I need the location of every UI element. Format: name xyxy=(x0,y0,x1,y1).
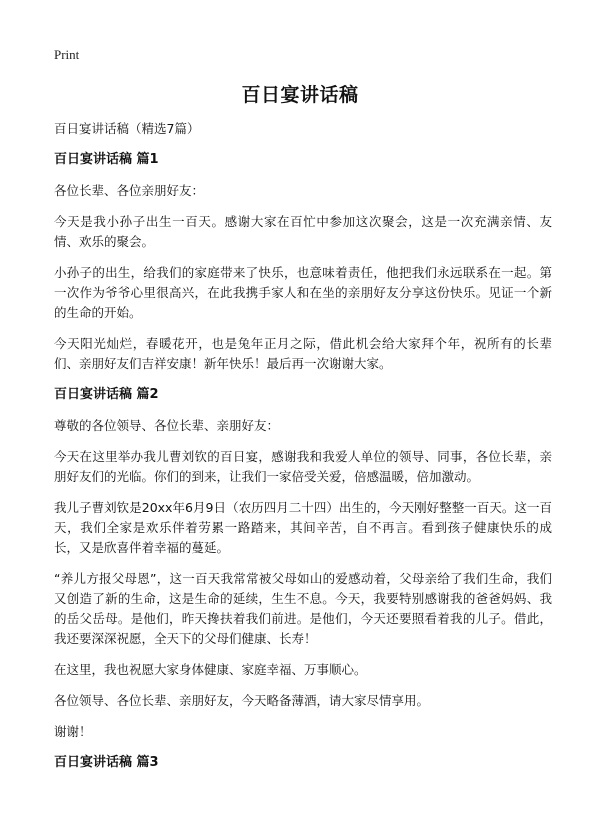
paragraph: 尊敬的各位领导、各位长辈、亲朋好友： xyxy=(54,418,280,433)
section-heading: 百日宴讲话稿 篇1 xyxy=(54,152,159,167)
paragraph: 今天阳光灿烂，春暖花开，也是兔年正月之际，借此机会给大家拜个年，祝所有的长辈们、亲朋好友们吉祥安康！新年快乐！最后再一次谢谢大家。 xyxy=(54,336,552,371)
paragraph: 今天在这里举办我儿曹刘钦的百日宴，感谢我和我爱人单位的领导、同事，各位长辈，亲朋好友们的光临。你们的到来，让我们一家倍受关爱，倍感温暖，倍加激动。 xyxy=(54,449,552,484)
section-2 xyxy=(54,385,552,742)
paragraph: 在这里，我也祝愿大家身体健康、家庭幸福、万事顺心。 xyxy=(54,662,367,677)
page-title: 百日宴讲话稿 xyxy=(241,84,359,106)
paragraph: 各位领导、各位长辈、亲朋好友，今天略备薄酒，请大家尽情享用。 xyxy=(54,693,430,708)
paragraph: 我儿子曹刘钦是20xx年6月9日（农历四月二十四）出生的，今天刚好整整一百天。这一百天，我们全家是欢乐伴着劳累一路踏来，其间辛苦，自不再言。看到孩子健康快乐的成长，又是欣喜伴着幸福的蔓延。 xyxy=(54,500,552,555)
section-1 xyxy=(54,150,552,374)
document-subtitle: 百日宴讲话稿（精选7篇） xyxy=(54,121,200,136)
paragraph: 小孙子的出生，给我们的家庭带来了快乐，也意味着责任，他把我们永远联系在一起。第一次作为爷爷心里很高兴，在此我携手家人和在坐的亲朋好友分享这份快乐。见证一个新的生命的开始。 xyxy=(54,265,552,320)
document-body xyxy=(54,119,552,784)
paragraph: 谢谢！ xyxy=(54,724,92,739)
section-heading: 百日宴讲话稿 篇3 xyxy=(54,755,159,770)
paragraph: 各位长辈、各位亲朋好友： xyxy=(54,183,205,198)
section-3 xyxy=(54,753,552,773)
section-heading: 百日宴讲话稿 篇2 xyxy=(54,387,159,402)
print-link[interactable]: Print xyxy=(54,47,80,62)
paragraph: 今天是我小孙子出生一百天。感谢大家在百忙中参加这次聚会，这是一次充满亲情、友情、欢乐的聚会。 xyxy=(54,214,552,249)
paragraph: “养儿方报父母恩”，这一百天我常常被父母如山的爱感动着，父母亲给了我们生命，我们又创造了新的生命，这是生命的延续，生生不息。今天，我要特别感谢我的爸爸妈妈、我的岳父岳母。是他们，昨天搀扶着我们前进。是他们，今天还要照看着我的儿子。借此，我还要深深祝愿，全天下的父母们健康、长寿！ xyxy=(54,571,552,646)
